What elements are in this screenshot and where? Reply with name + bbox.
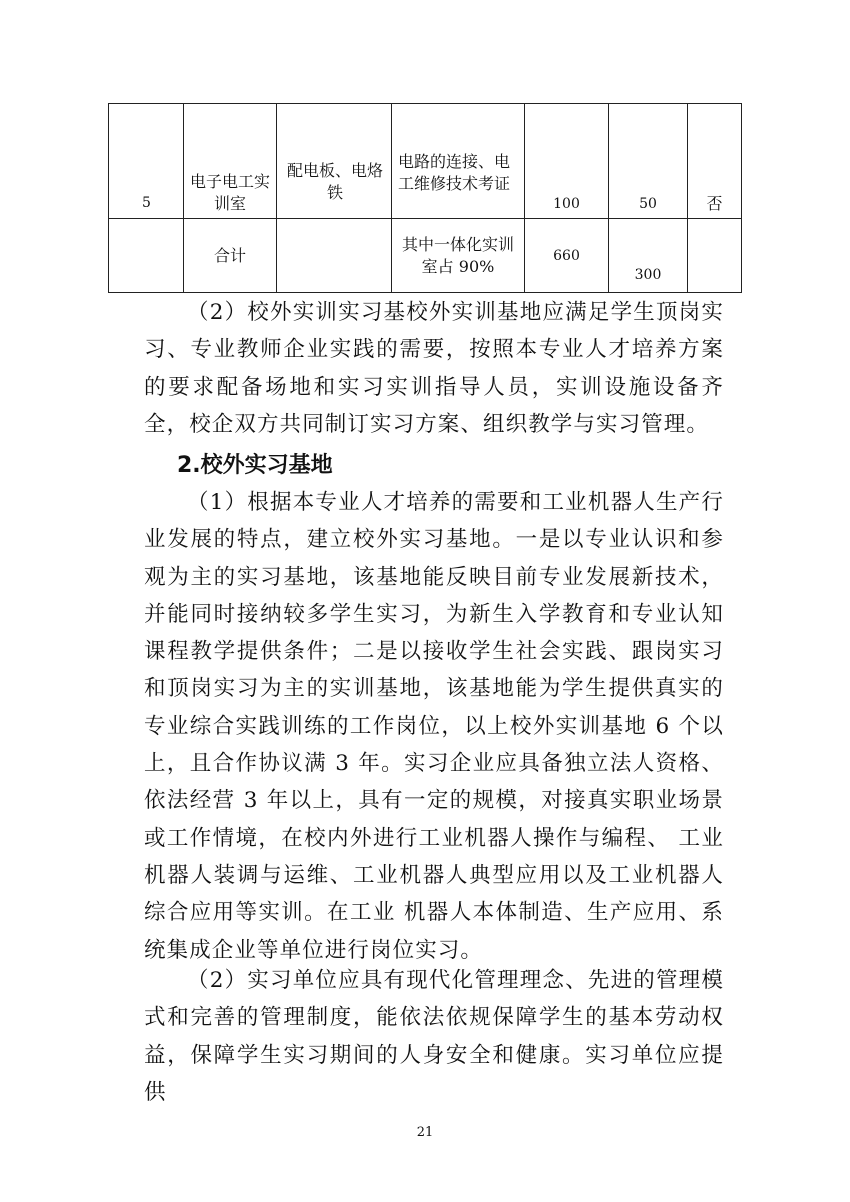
training-room-table bbox=[108, 103, 742, 293]
table-cell-stations: 50 bbox=[609, 104, 688, 219]
section-heading: 2.校外实习基地 bbox=[177, 453, 333, 478]
page-number: 21 bbox=[416, 1125, 434, 1140]
table-cell-total-area: 660 bbox=[525, 219, 609, 293]
paragraph-internship-base: （1）根据本专业人才培养的需要和工业机器人生产行业发展的特点，建立校外实习基地。一是以专业认识和参观为主的实习基地，该基地能反映目前专业发展新技术，并能同时接纳较多学生实习，为新生入学教育和专业认知课程教学提供条件；二是以接收学生社会实践、跟岗实习和顶岗实习为主的实训基地，该基地能为学生提供真实的专业综合实践训练的工作岗位，以上校外实训基地 6 个以上，且合作协议满 3 年。实习企业应具备独立法人资格、依法经营 3 年以上，具有一定的规模，对接真实职业场景或工作情境，在校内外进行工业机器人操作与编程、 工业机器人装调与运维、工业机器人典型应用以及工业机器人综合应用等实训。在工业 机器人本体制造、生产应用、系统集成企业等单位进行岗位实习。 bbox=[144, 490, 724, 963]
paragraph-internship-unit: （2）实习单位应具有现代化管理理念、先进的管理模式和完善的管理制度，能依法依规保障学生的基本劳动权益，保障学生实习期间的人身安全和健康。实习单位应提供 bbox=[144, 968, 724, 1105]
table-cell-room: 电子电工实训室 bbox=[184, 104, 277, 219]
table-cell-area: 100 bbox=[525, 104, 609, 219]
paragraph-offsite-training: （2）校外实训实习基校外实训基地应满足学生顶岗实习、专业教师企业实践的需要，按照本专业人才培养方案的要求配备场地和实习实训指导人员，实训设施设备齐全，校企双方共同制订实习方案、组织教学与实习管理。 bbox=[144, 300, 724, 437]
table-cell-empty bbox=[688, 219, 742, 293]
table-cell-empty bbox=[109, 219, 184, 293]
table-cell-total-stations: 300 bbox=[609, 219, 688, 293]
table-cell-total-label: 合计 bbox=[184, 219, 277, 293]
table-cell-equipment: 配电板、电烙铁 bbox=[277, 104, 392, 219]
table-cell-no: 5 bbox=[109, 104, 184, 219]
table-row bbox=[109, 104, 742, 219]
table-cell-function: 电路的连接、电工维修技术考证 bbox=[392, 104, 525, 219]
table-cell-integrated: 否 bbox=[688, 104, 742, 219]
table-cell-empty bbox=[277, 219, 392, 293]
table-row bbox=[109, 219, 742, 293]
table-cell-total-note: 其中一体化实训室占 90% bbox=[392, 219, 525, 293]
